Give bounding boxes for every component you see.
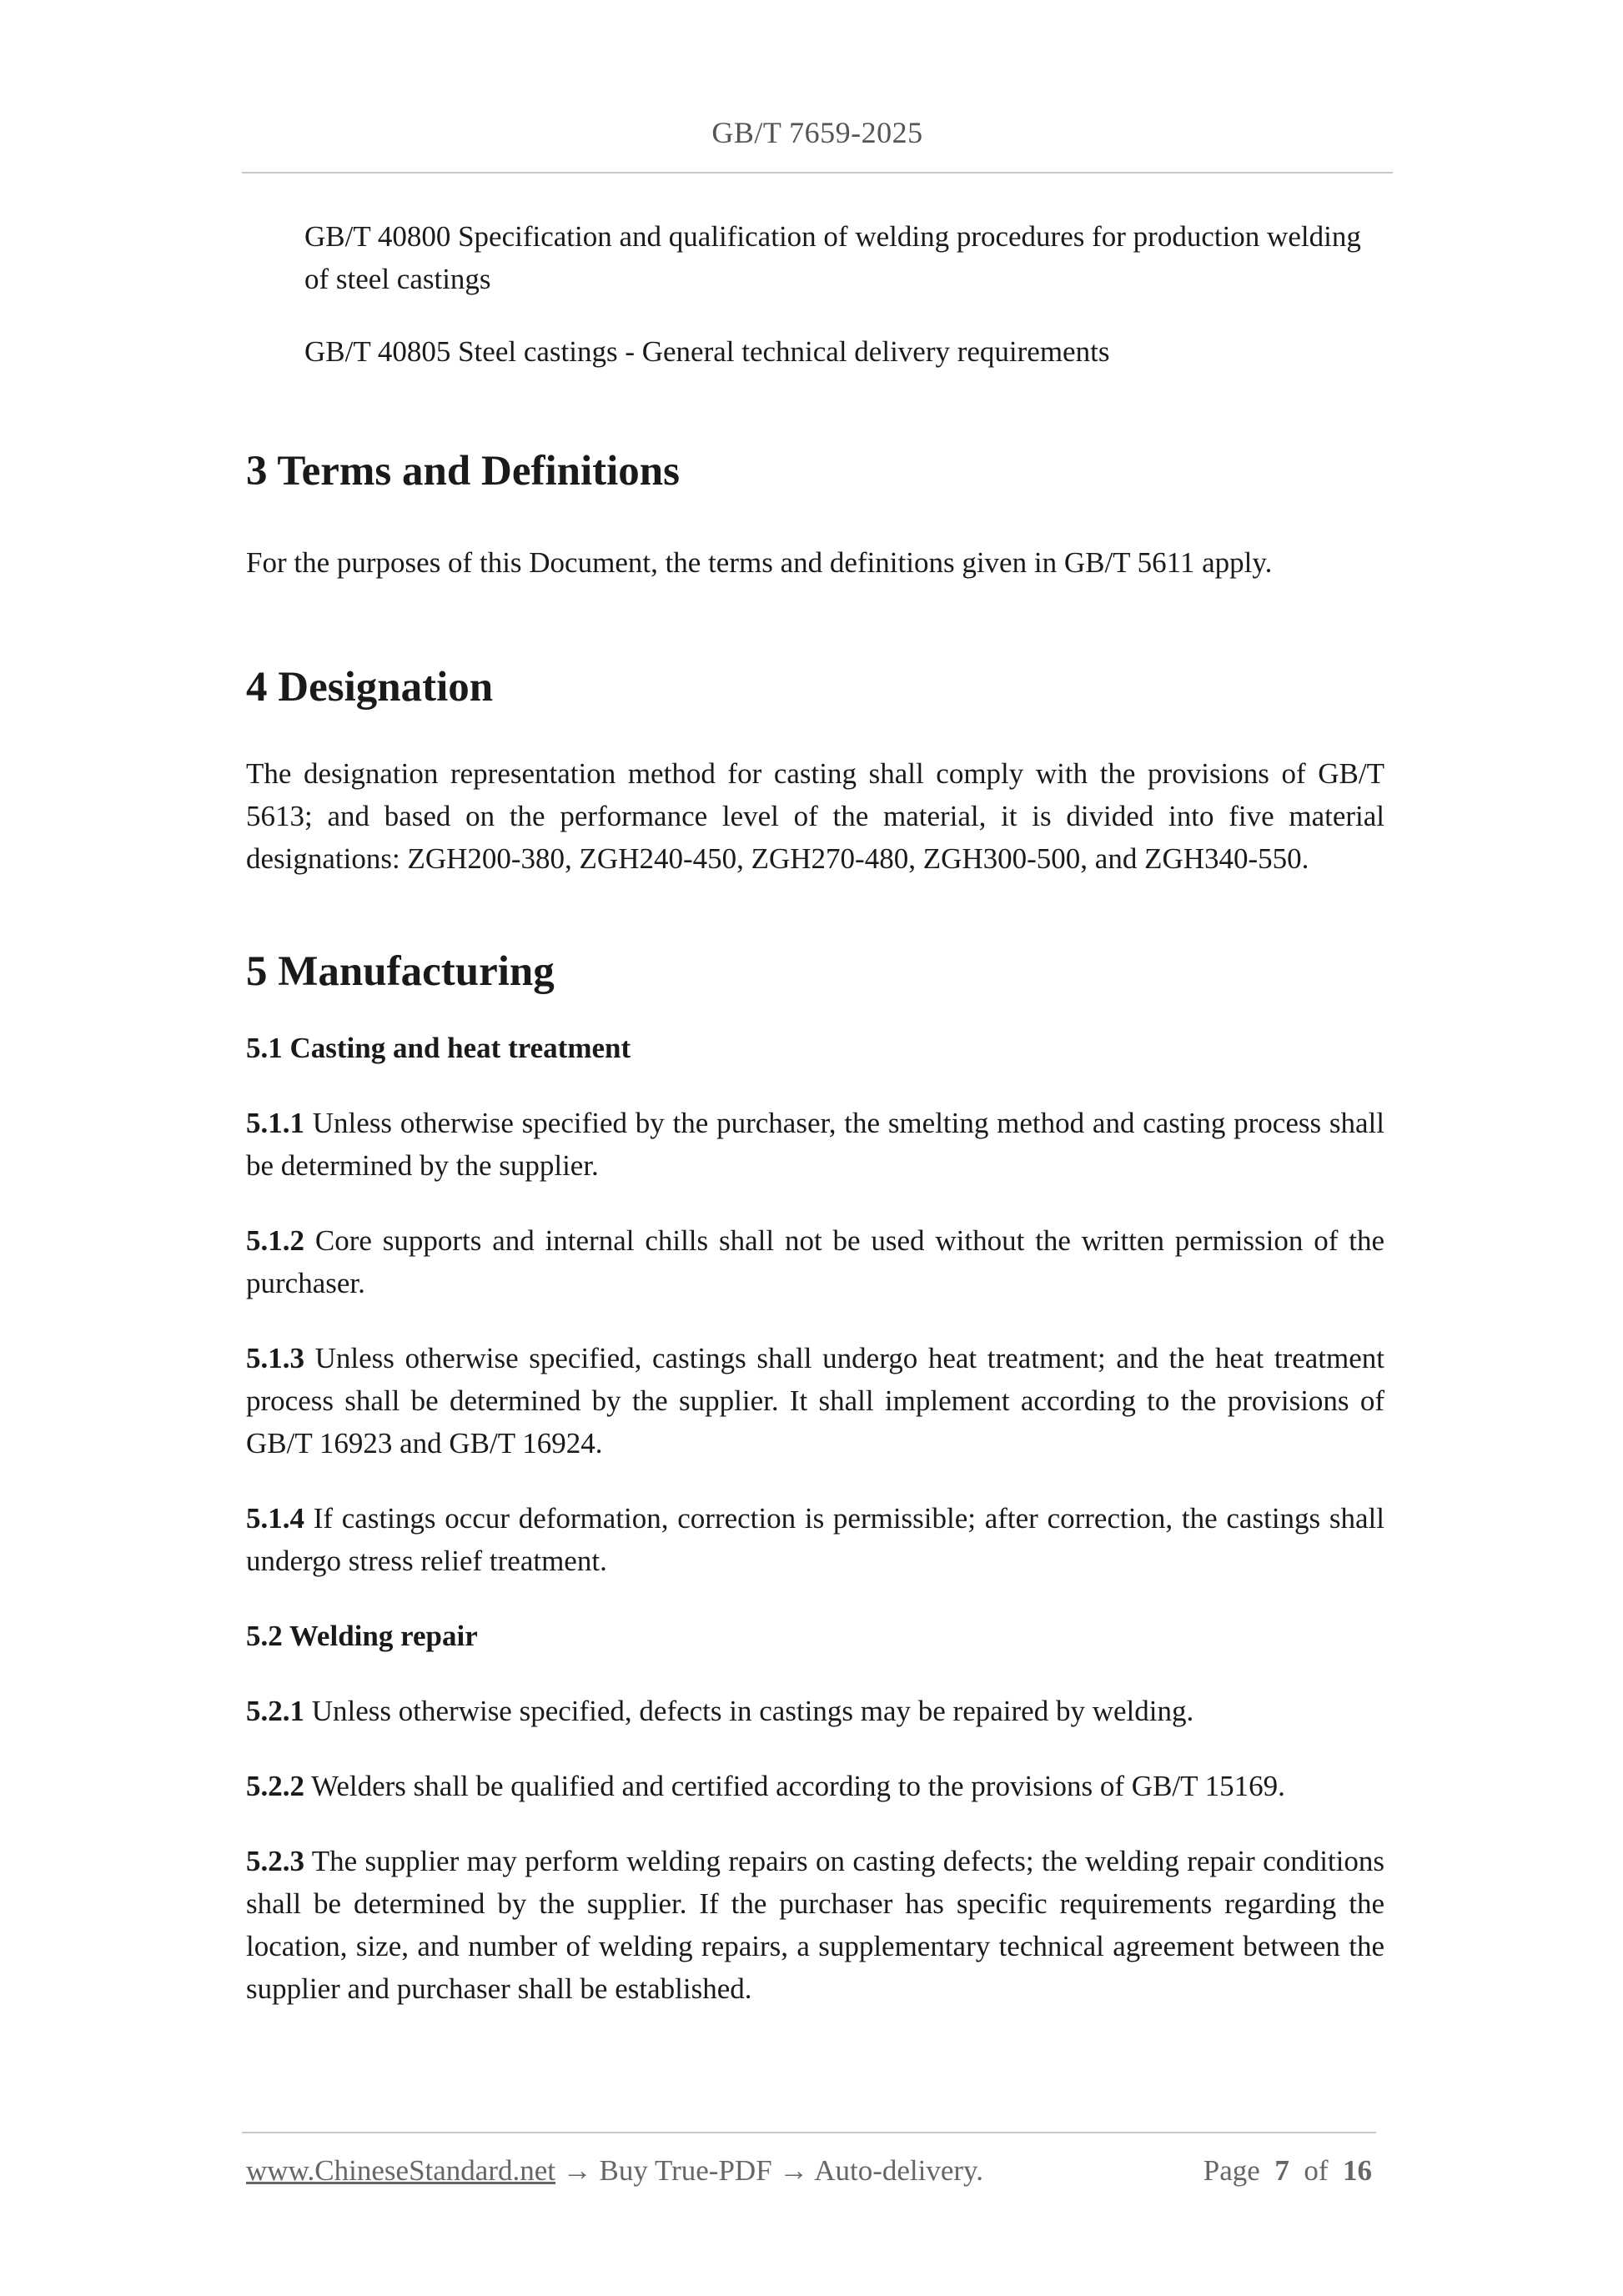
clause-text: Core supports and internal chills shall not be used without the written permission of the purchaser. (246, 1224, 1384, 1299)
page-number (1203, 2154, 1372, 2188)
header-divider (242, 172, 1393, 173)
promo-text: → Buy True-PDF → Auto-delivery. (555, 2154, 984, 2187)
clause-number: 5.1.2 (246, 1224, 304, 1257)
footer-divider (242, 2132, 1376, 2133)
page-header: GB/T 7659-2025 (711, 116, 923, 149)
clause-5-2-2 (246, 1765, 1384, 1807)
page-footer (246, 2154, 1372, 2188)
clause-5-1-3 (246, 1337, 1384, 1465)
clause-text: Welders shall be qualified and certified according to the provisions of GB/T 15169. (304, 1770, 1285, 1802)
section-3-title: 3 Terms and Definitions (246, 448, 681, 495)
page-of: of (1304, 2154, 1329, 2187)
section-5-title: 5 Manufacturing (246, 948, 555, 995)
clause-number: 5.2.3 (246, 1845, 304, 1877)
page-total: 16 (1343, 2154, 1372, 2187)
section-4-title: 4 Designation (246, 664, 494, 711)
document-body (246, 215, 1384, 2010)
clause-number: 5.1.1 (246, 1107, 304, 1139)
clause-5-2-3 (246, 1840, 1384, 2010)
reference-gbt-40805: GB/T 40805 Steel castings - General technical delivery requirements (304, 335, 1110, 368)
clause-5-2-1 (246, 1690, 1384, 1732)
page-label: Page (1203, 2154, 1260, 2187)
clause-number: 5.1.3 (246, 1342, 304, 1374)
reference-gbt-40800: GB/T 40800 Specification and qualification of welding procedures for production welding of steel castings (304, 220, 1361, 295)
clause-text: If castings occur deformation, correction is permissible; after correction, the castings shall undergo stress relief treatment. (246, 1502, 1384, 1577)
clause-text: Unless otherwise specified, defects in castings may be repaired by welding. (304, 1695, 1194, 1727)
clause-number: 5.2.2 (246, 1770, 304, 1802)
clause-text: Unless otherwise specified by the purchaser, the smelting method and casting process shall be determined by the supplier. (246, 1107, 1384, 1182)
section-4-text: The designation representation method for casting shall comply with the provisions of GB/T 5613; and based on the performance level of the material, it is divided into five material designations: ZGH200-380, ZGH240-450, ZGH270-480, ZGH300-500, and ZGH340-550. (246, 757, 1384, 875)
subsection-5-2-title: 5.2 Welding repair (246, 1620, 478, 1652)
clause-5-1-4 (246, 1497, 1384, 1582)
clause-5-1-1 (246, 1102, 1384, 1187)
subsection-5-1-title: 5.1 Casting and heat treatment (246, 1032, 631, 1064)
clause-5-1-2 (246, 1219, 1384, 1304)
clause-text: Unless otherwise specified, castings shall undergo heat treatment; and the heat treatment process shall be determined by the supplier. It shall implement according to the provisions of GB/T 16923 and GB/T 16924. (246, 1342, 1384, 1459)
clause-number: 5.2.1 (246, 1695, 304, 1727)
clause-text: The supplier may perform welding repairs on casting defects; the welding repair conditions shall be determined by the supplier. If the purchaser has specific requirements regarding the location, size, and number of welding repairs, a supplementary technical agreement between the supplier and purchaser shall be established. (246, 1845, 1384, 2005)
page-current: 7 (1274, 2154, 1289, 2187)
section-3-text: For the purposes of this Document, the terms and definitions given in GB/T 5611 apply. (246, 546, 1273, 579)
footer-promo (246, 2154, 983, 2188)
clause-number: 5.1.4 (246, 1502, 304, 1535)
site-link[interactable]: www.ChineseStandard.net (246, 2154, 555, 2187)
